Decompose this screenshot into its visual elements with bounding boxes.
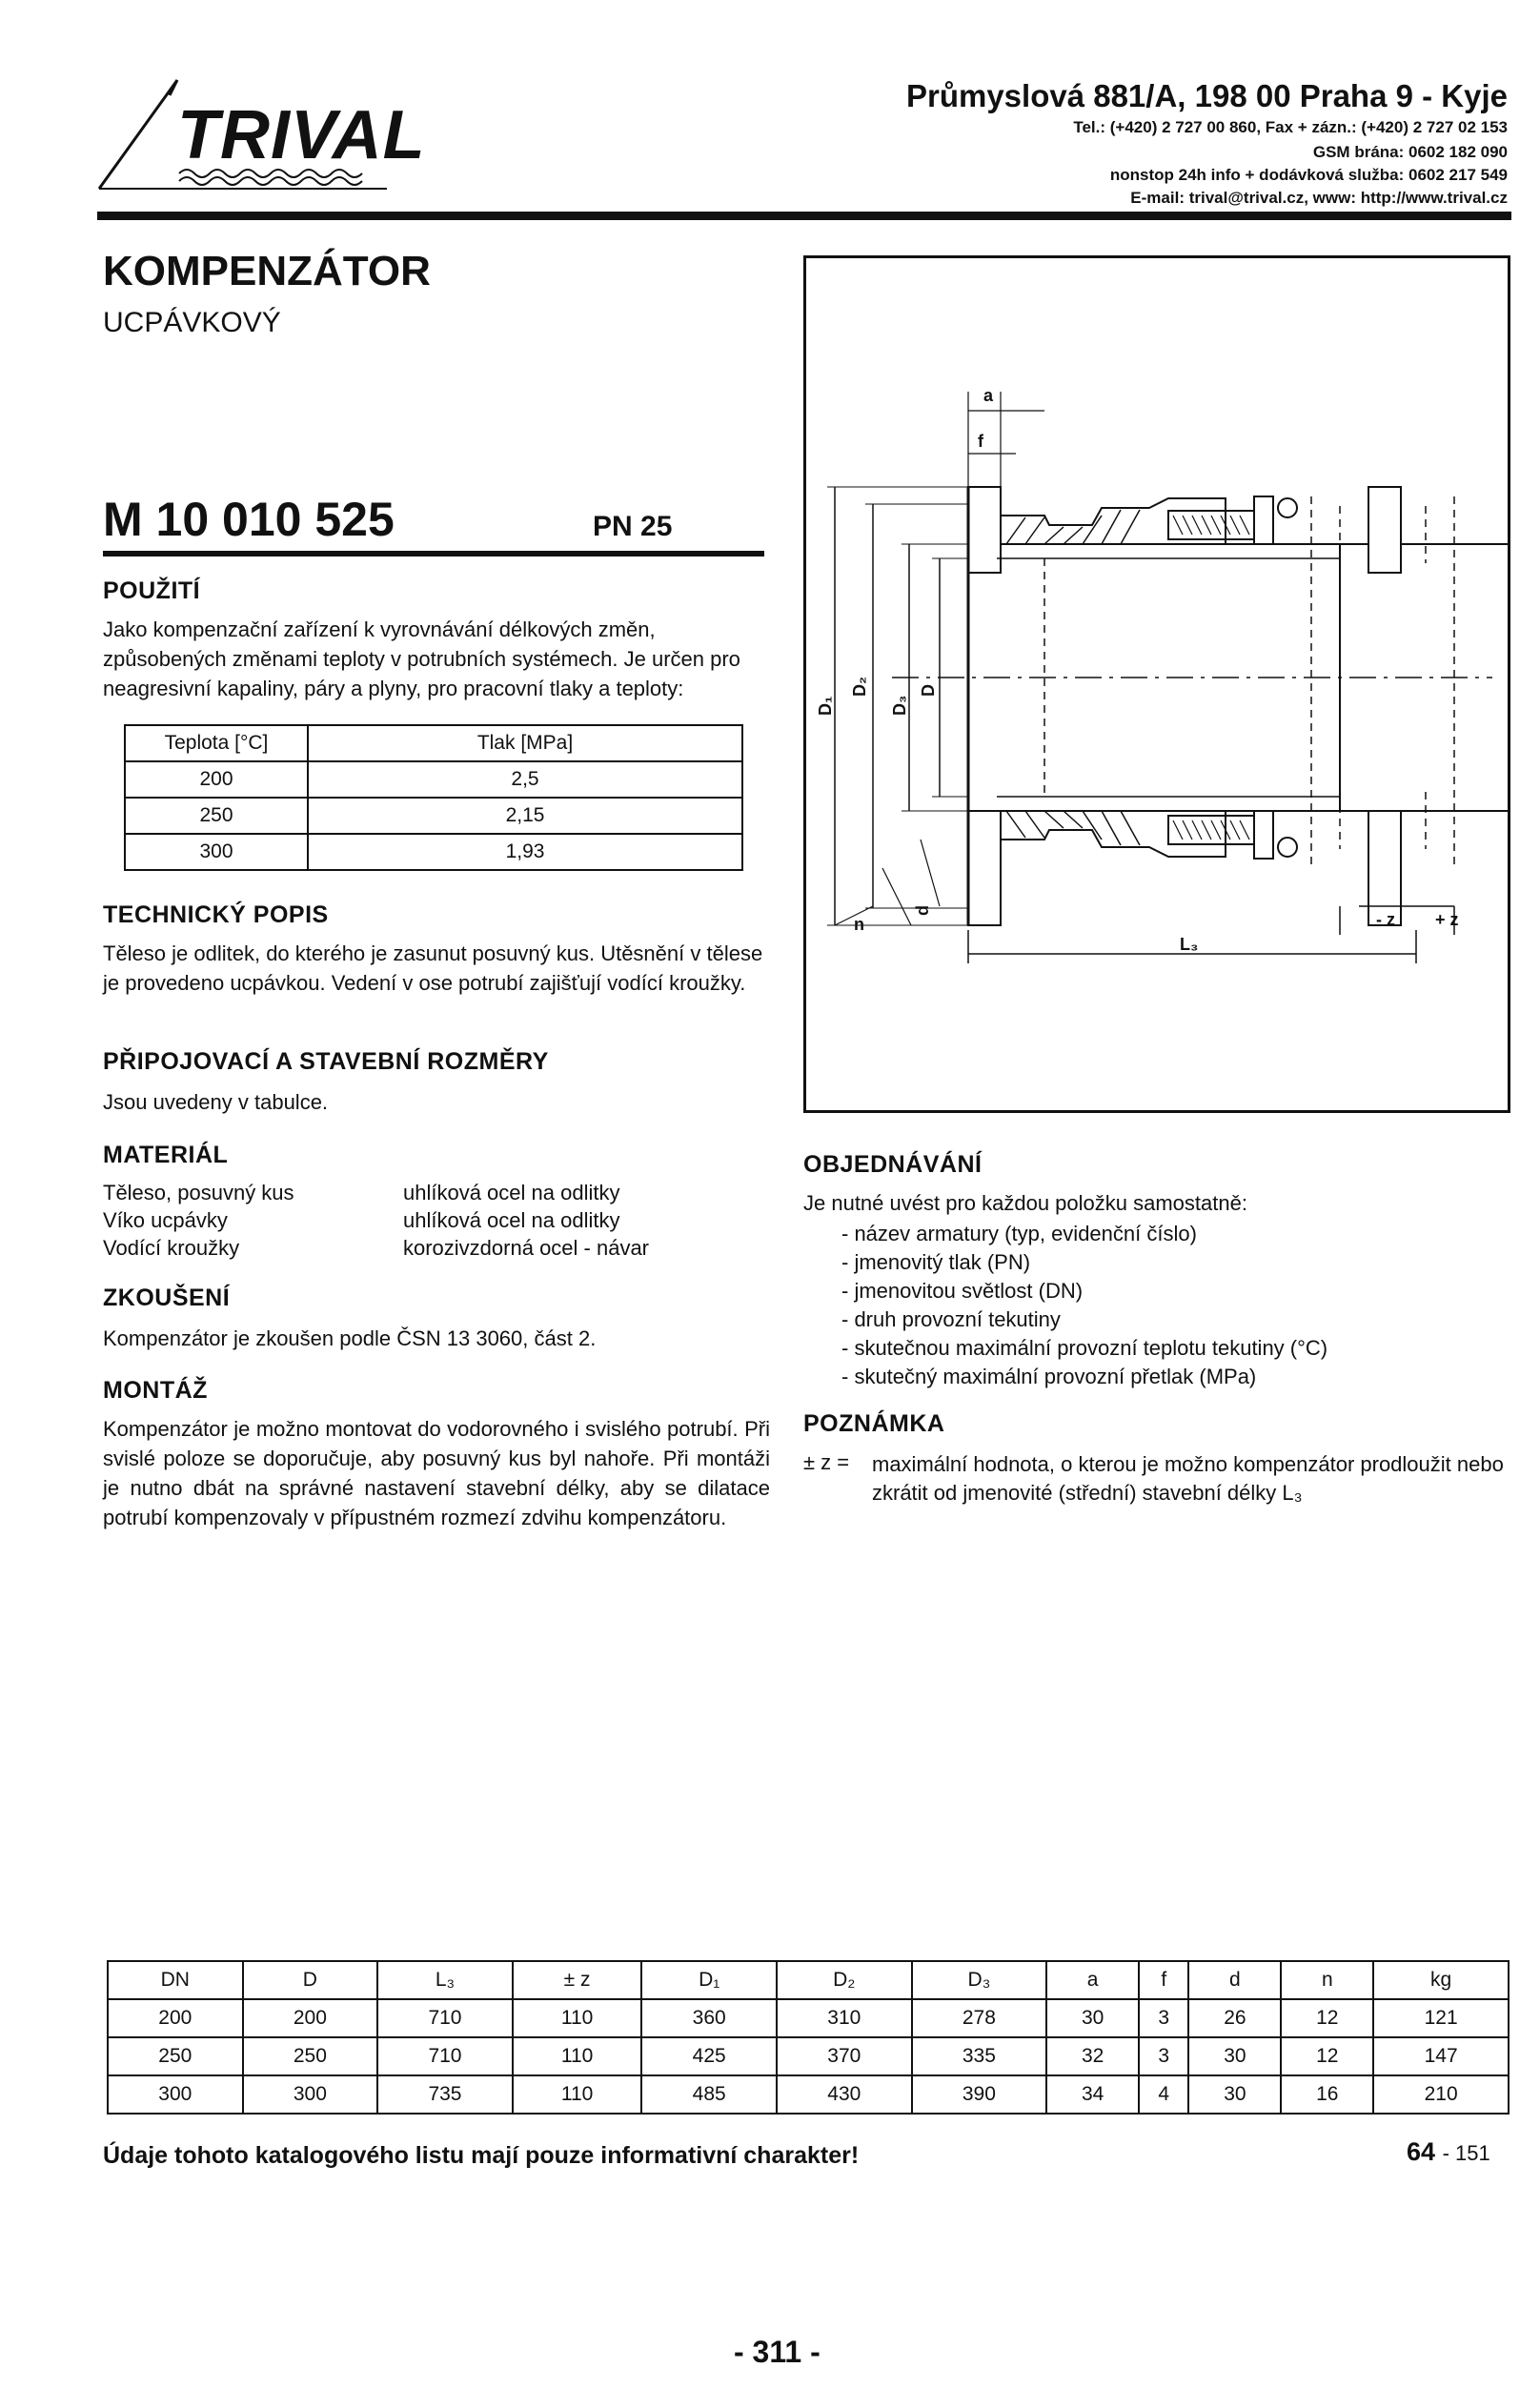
company-gsm: GSM brána: 0602 182 090 — [1312, 143, 1508, 161]
order-list-item: - skutečnou maximální provozní teplotu tekutiny (°C) — [841, 1336, 1328, 1360]
dimension-header: DN — [108, 1961, 243, 1999]
dimension-cell: 390 — [912, 2075, 1047, 2114]
drawing-label-small-d: d — [913, 905, 932, 916]
dimension-cell: 370 — [777, 2037, 912, 2075]
material-part: Vodící kroužky — [103, 1236, 240, 1260]
pressure-header-pressure: Tlak [MPa] — [308, 725, 742, 761]
dimension-cell: 425 — [641, 2037, 777, 2075]
dimension-cell: 200 — [243, 1999, 378, 2037]
dimension-cell: 3 — [1139, 2037, 1188, 2075]
dimension-cell: 30 — [1188, 2075, 1281, 2114]
drawing-label-a: a — [983, 386, 994, 405]
dimension-header: kg — [1373, 1961, 1509, 1999]
dimension-cell: 430 — [777, 2075, 912, 2114]
dimension-cell: 250 — [243, 2037, 378, 2075]
section-heading-material: MATERIÁL — [103, 1142, 229, 1168]
drawing-label-l3: L₃ — [1180, 935, 1199, 954]
section-heading-objednavani: OBJEDNÁVÁNÍ — [803, 1151, 983, 1178]
model-number: M 10 010 525 — [103, 493, 395, 546]
order-list-item: - název armatury (typ, evidenční číslo) — [841, 1222, 1197, 1245]
dimension-cell: 4 — [1139, 2075, 1188, 2114]
pressure-cell: 250 — [125, 798, 308, 834]
compensator-drawing — [806, 258, 1508, 1110]
logo-text: TRIVAL — [177, 97, 426, 173]
material-row — [103, 1234, 770, 1262]
material-value: uhlíková ocel na odlitky — [403, 1208, 620, 1232]
drawing-label-d3: D₃ — [890, 695, 909, 716]
note-text: maximální hodnota, o kterou je možno kompenzátor prodloužit nebo zkrátit od jmenovité (střední) stavební délky L₃ — [872, 1452, 1504, 1505]
section-heading-montaz: MONTÁŽ — [103, 1377, 208, 1404]
material-part: Víko ucpávky — [103, 1208, 228, 1232]
pressure-class: PN 25 — [593, 511, 673, 542]
dimension-cell: 735 — [377, 2075, 513, 2114]
model-rule — [103, 551, 764, 557]
dimension-cell: 110 — [513, 2037, 642, 2075]
drawing-label-f: f — [978, 432, 983, 451]
dimension-cell: 310 — [777, 1999, 912, 2037]
pressure-table-header — [125, 725, 742, 761]
dimension-header: D₂ — [777, 1961, 912, 1999]
pressure-cell: 1,93 — [308, 834, 742, 870]
dimension-cell: 30 — [1046, 1999, 1139, 2037]
dimension-header: D₃ — [912, 1961, 1047, 1999]
material-part: Těleso, posuvný kus — [103, 1181, 294, 1204]
dimension-table-row — [108, 2037, 1509, 2075]
pressure-table-row — [125, 798, 742, 834]
pressure-table-row — [125, 761, 742, 798]
dimension-cell: 210 — [1373, 2075, 1509, 2114]
dimension-header: ± z — [513, 1961, 642, 1999]
dimension-cell: 34 — [1046, 2075, 1139, 2114]
section-heading-technicky: TECHNICKÝ POPIS — [103, 901, 329, 928]
dimension-header: a — [1046, 1961, 1139, 1999]
company-nonstop: nonstop 24h info + dodávková služba: 0602 217 549 — [1109, 166, 1508, 184]
pressure-table-row — [125, 834, 742, 870]
section-text-technicky: Těleso je odlitek, do kterého je zasunut posuvný kus. Utěsnění v tělese je provedeno ucpávkou. Vedení v ose potrubí zajišťují vodící kroužky. — [103, 941, 763, 995]
dimension-table-header — [108, 1961, 1509, 1999]
header-rule — [97, 212, 1511, 220]
drawing-label-plus-z: + z — [1435, 910, 1459, 929]
catalog-page-main: 64 — [1407, 2137, 1436, 2166]
dimension-header: L₃ — [377, 1961, 513, 1999]
page-number: - 311 - — [734, 2335, 821, 2369]
dimension-cell: 26 — [1188, 1999, 1281, 2037]
section-text-pouziti: Jako kompenzační zařízení k vyrovnávání délkových změn, způsobených změnami teploty v potrubních systémech. Je určen pro neagresivní kapaliny, páry a plyny, pro pracovní tlaky a teploty: — [103, 617, 740, 700]
dimension-cell: 278 — [912, 1999, 1047, 2037]
dimension-table — [107, 1960, 1510, 2115]
pressure-cell: 200 — [125, 761, 308, 798]
dimension-cell: 3 — [1139, 1999, 1188, 2037]
material-row — [103, 1206, 770, 1234]
dimension-cell: 710 — [377, 1999, 513, 2037]
pressure-cell: 2,5 — [308, 761, 742, 798]
section-heading-zkouseni: ZKOUŠENÍ — [103, 1285, 231, 1311]
section-text-zkouseni: Kompenzátor je zkoušen podle ČSN 13 3060, část 2. — [103, 1326, 597, 1350]
page-title: KOMPENZÁTOR — [103, 248, 431, 294]
section-heading-pouziti: POUŽITÍ — [103, 577, 201, 604]
dimension-header: d — [1188, 1961, 1281, 1999]
dimension-cell: 147 — [1373, 2037, 1509, 2075]
dimension-cell: 300 — [108, 2075, 243, 2114]
order-list-item: - jmenovitý tlak (PN) — [841, 1250, 1031, 1274]
dimension-cell: 710 — [377, 2037, 513, 2075]
drawing-label-n: n — [854, 915, 864, 934]
order-list-item: - druh provozní tekutiny — [841, 1307, 1061, 1331]
company-email: E-mail: trival@trival.cz, www: http://www.trival.cz — [1130, 189, 1508, 207]
drawing-label-d: D — [919, 684, 938, 697]
pressure-cell: 300 — [125, 834, 308, 870]
company-phone: Tel.: (+420) 2 727 00 860, Fax + zázn.: (+420) 2 727 02 153 — [1073, 118, 1508, 136]
section-heading-poznamka: POZNÁMKA — [803, 1410, 945, 1437]
drawing-label-d1: D₁ — [816, 696, 835, 716]
material-row — [103, 1179, 770, 1206]
order-list-item: - skutečný maximální provozní přetlak (MPa) — [841, 1365, 1257, 1388]
drawing-label-d2: D₂ — [850, 677, 869, 697]
dimension-cell: 335 — [912, 2037, 1047, 2075]
dimension-header: D₁ — [641, 1961, 777, 1999]
pressure-table — [124, 724, 743, 871]
order-list — [803, 1220, 1327, 1391]
section-heading-pripojovaci: PŘIPOJOVACÍ A STAVEBNÍ ROZMĚRY — [103, 1048, 549, 1075]
pressure-cell: 2,15 — [308, 798, 742, 834]
dimension-header: n — [1281, 1961, 1373, 1999]
material-list — [103, 1179, 770, 1262]
dimension-cell: 110 — [513, 2075, 642, 2114]
material-value: korozivzdorná ocel - návar — [403, 1236, 650, 1260]
note-symbol: ± z = — [803, 1450, 850, 1474]
dimension-cell: 485 — [641, 2075, 777, 2114]
logo — [91, 67, 426, 210]
dimension-cell: 32 — [1046, 2037, 1139, 2075]
dimension-table-row — [108, 1999, 1509, 2037]
disclaimer: Údaje tohoto katalogového listu mají pouze informativní charakter! — [103, 2142, 860, 2169]
section-text-montaz: Kompenzátor je možno montovat do vodorovného i svislého potrubí. Při svislé poloze se doporučuje, aby posuvný kus byl nahoře. Při montáži je nutno dbát na správné nastavení stavební délky, aby se dilatace potrubí kompenzovaly v přípustném rozmezí zdvihu kompenzátoru. — [103, 1417, 770, 1529]
section-text-objednavani: Je nutné uvést pro každou položku samostatně: — [803, 1191, 1247, 1215]
order-list-item: - jmenovitou světlost (DN) — [841, 1279, 1084, 1303]
dimension-cell: 12 — [1281, 2037, 1373, 2075]
company-address: Průmyslová 881/A, 198 00 Praha 9 - Kyje — [905, 78, 1508, 113]
dimension-cell: 16 — [1281, 2075, 1373, 2114]
dimension-cell: 200 — [108, 1999, 243, 2037]
dimension-cell: 250 — [108, 2037, 243, 2075]
dimension-cell: 12 — [1281, 1999, 1373, 2037]
dimension-header: f — [1139, 1961, 1188, 1999]
dimension-header: D — [243, 1961, 378, 1999]
material-value: uhlíková ocel na odlitky — [403, 1181, 620, 1204]
dimension-cell: 30 — [1188, 2037, 1281, 2075]
dimension-table-row — [108, 2075, 1509, 2114]
dimension-cell: 360 — [641, 1999, 777, 2037]
dimension-cell: 121 — [1373, 1999, 1509, 2037]
catalog-page-ref — [1407, 2137, 1490, 2167]
technical-drawing — [803, 255, 1510, 1113]
dimension-cell: 300 — [243, 2075, 378, 2114]
drawing-label-minus-z: - z — [1376, 910, 1395, 929]
dimension-cell: 110 — [513, 1999, 642, 2037]
pressure-header-temp: Teplota [°C] — [125, 725, 308, 761]
page-subtitle: UCPÁVKOVÝ — [103, 307, 281, 338]
catalog-page-sub: - 151 — [1442, 2141, 1490, 2165]
section-text-pripojovaci: Jsou uvedeny v tabulce. — [103, 1090, 329, 1114]
